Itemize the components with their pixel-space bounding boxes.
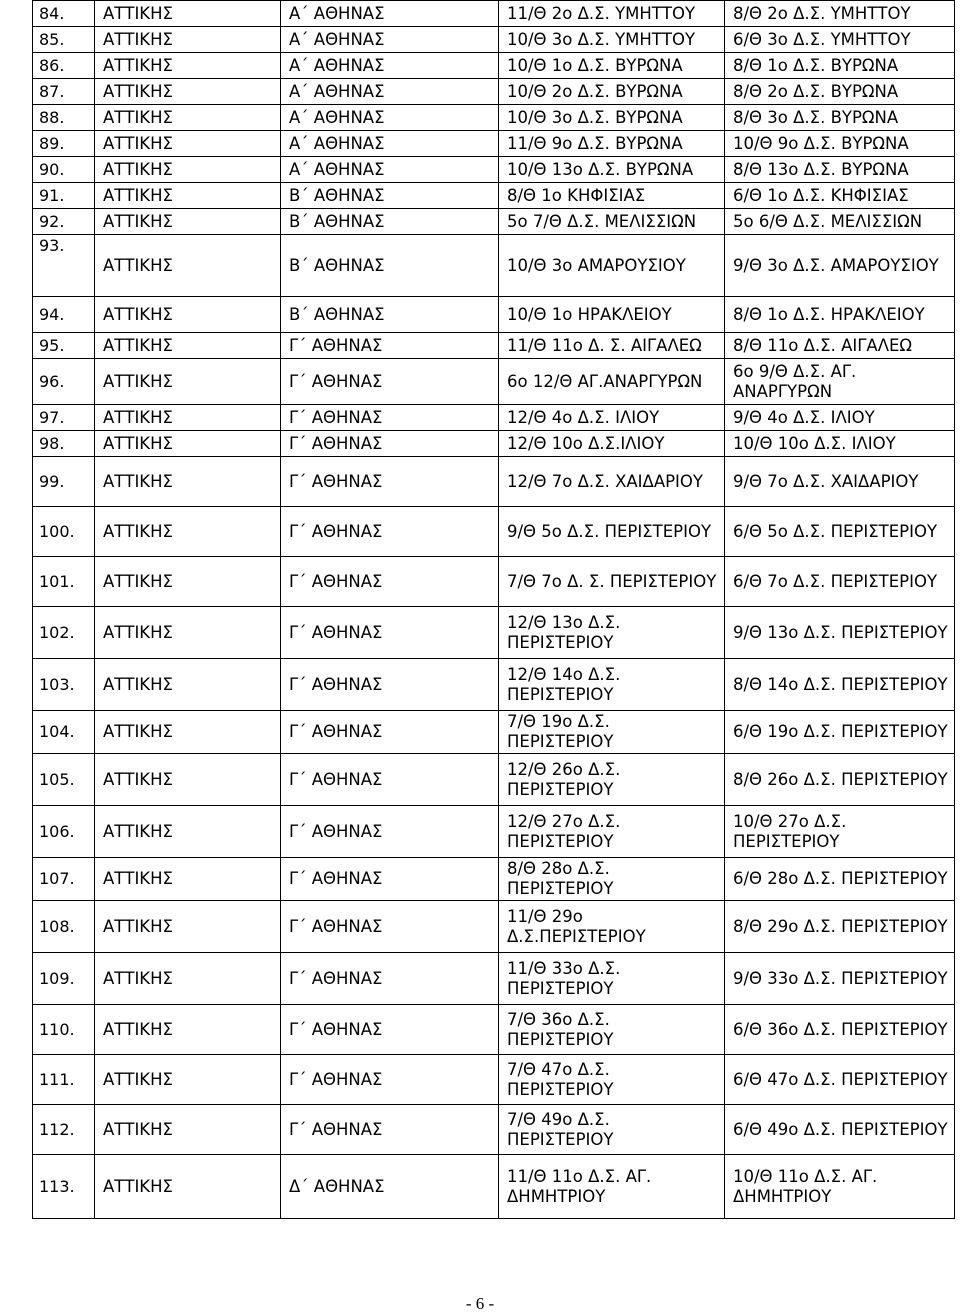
school-current-cell: 10/Θ 13ο Δ.Σ. ΒΥΡΩΝΑ: [499, 157, 725, 183]
row-number-cell: 104.: [33, 711, 95, 754]
school-new-cell: 9/Θ 33ο Δ.Σ. ΠΕΡΙΣΤΕΡΙΟΥ: [725, 953, 955, 1005]
region-cell: ΑΤΤΙΚΗΣ: [95, 157, 281, 183]
school-current-cell: 11/Θ 11ο Δ.Σ. ΑΓ. ΔΗΜΗΤΡΙΟΥ: [499, 1155, 725, 1219]
table-row: [33, 183, 955, 209]
school-current-cell: 10/Θ 1ο Δ.Σ. ΒΥΡΩΝΑ: [499, 53, 725, 79]
school-current-cell: 11/Θ 9ο Δ.Σ. ΒΥΡΩΝΑ: [499, 131, 725, 157]
table-row: [33, 1155, 955, 1219]
region-cell: ΑΤΤΙΚΗΣ: [95, 431, 281, 457]
region-cell: ΑΤΤΙΚΗΣ: [95, 901, 281, 953]
region-cell: ΑΤΤΙΚΗΣ: [95, 806, 281, 858]
row-number-cell: 103.: [33, 659, 95, 711]
school-new-cell: 8/Θ 11ο Δ.Σ. ΑΙΓΑΛΕΩ: [725, 333, 955, 359]
directorate-cell: Α΄ ΑΘΗΝΑΣ: [281, 1, 499, 27]
school-current-cell: 8/Θ 1ο ΚΗΦΙΣΙΑΣ: [499, 183, 725, 209]
school-new-cell: 8/Θ 14ο Δ.Σ. ΠΕΡΙΣΤΕΡΙΟΥ: [725, 659, 955, 711]
directorate-cell: Γ΄ ΑΘΗΝΑΣ: [281, 607, 499, 659]
schools-table: [32, 0, 955, 1219]
row-number-cell: 93.: [33, 235, 95, 297]
school-new-cell: 8/Θ 26ο Δ.Σ. ΠΕΡΙΣΤΕΡΙΟΥ: [725, 754, 955, 806]
table-row: [33, 431, 955, 457]
school-current-cell: 6ο 12/Θ ΑΓ.ΑΝΑΡΓΥΡΩΝ: [499, 359, 725, 405]
directorate-cell: Γ΄ ΑΘΗΝΑΣ: [281, 1105, 499, 1155]
directorate-cell: Γ΄ ΑΘΗΝΑΣ: [281, 659, 499, 711]
region-cell: ΑΤΤΙΚΗΣ: [95, 79, 281, 105]
table-row: [33, 858, 955, 901]
table-row: [33, 157, 955, 183]
directorate-cell: Α΄ ΑΘΗΝΑΣ: [281, 131, 499, 157]
school-current-cell: 12/Θ 26ο Δ.Σ. ΠΕΡΙΣΤΕΡΙΟΥ: [499, 754, 725, 806]
school-new-cell: 6/Θ 28ο Δ.Σ. ΠΕΡΙΣΤΕΡΙΟΥ: [725, 858, 955, 901]
table-row: [33, 806, 955, 858]
region-cell: ΑΤΤΙΚΗΣ: [95, 53, 281, 79]
table-row: [33, 754, 955, 806]
school-current-cell: 10/Θ 2ο Δ.Σ. ΒΥΡΩΝΑ: [499, 79, 725, 105]
table-row: [33, 235, 955, 297]
directorate-cell: Β΄ ΑΘΗΝΑΣ: [281, 183, 499, 209]
school-new-cell: 8/Θ 2ο Δ.Σ. ΥΜΗΤΤΟΥ: [725, 1, 955, 27]
school-new-cell: 10/Θ 10ο Δ.Σ. ΙΛΙΟΥ: [725, 431, 955, 457]
row-number-cell: 88.: [33, 105, 95, 131]
row-number-cell: 84.: [33, 1, 95, 27]
table-row: [33, 79, 955, 105]
directorate-cell: Β΄ ΑΘΗΝΑΣ: [281, 235, 499, 297]
school-new-cell: 6/Θ 7ο Δ.Σ. ΠΕΡΙΣΤΕΡΙΟΥ: [725, 557, 955, 607]
row-number-cell: 91.: [33, 183, 95, 209]
region-cell: ΑΤΤΙΚΗΣ: [95, 754, 281, 806]
school-current-cell: 12/Θ 14ο Δ.Σ. ΠΕΡΙΣΤΕΡΙΟΥ: [499, 659, 725, 711]
school-current-cell: 12/Θ 4ο Δ.Σ. ΙΛΙΟΥ: [499, 405, 725, 431]
directorate-cell: Γ΄ ΑΘΗΝΑΣ: [281, 806, 499, 858]
school-new-cell: 9/Θ 13ο Δ.Σ. ΠΕΡΙΣΤΕΡΙΟΥ: [725, 607, 955, 659]
row-number-cell: 97.: [33, 405, 95, 431]
row-number-cell: 110.: [33, 1005, 95, 1055]
table-row: [33, 457, 955, 507]
row-number-cell: 111.: [33, 1055, 95, 1105]
school-new-cell: 8/Θ 2ο Δ.Σ. ΒΥΡΩΝΑ: [725, 79, 955, 105]
school-new-cell: 6/Θ 3ο Δ.Σ. ΥΜΗΤΤΟΥ: [725, 27, 955, 53]
row-number-cell: 98.: [33, 431, 95, 457]
row-number-cell: 96.: [33, 359, 95, 405]
school-new-cell: 6/Θ 47ο Δ.Σ. ΠΕΡΙΣΤΕΡΙΟΥ: [725, 1055, 955, 1105]
school-new-cell: 9/Θ 4ο Δ.Σ. ΙΛΙΟΥ: [725, 405, 955, 431]
row-number-cell: 112.: [33, 1105, 95, 1155]
table-row: [33, 105, 955, 131]
school-current-cell: 10/Θ 3ο ΑΜΑΡΟΥΣΙΟΥ: [499, 235, 725, 297]
region-cell: ΑΤΤΙΚΗΣ: [95, 1105, 281, 1155]
directorate-cell: Α΄ ΑΘΗΝΑΣ: [281, 27, 499, 53]
directorate-cell: Γ΄ ΑΘΗΝΑΣ: [281, 405, 499, 431]
region-cell: ΑΤΤΙΚΗΣ: [95, 858, 281, 901]
row-number-cell: 94.: [33, 297, 95, 333]
region-cell: ΑΤΤΙΚΗΣ: [95, 1055, 281, 1105]
directorate-cell: Γ΄ ΑΘΗΝΑΣ: [281, 431, 499, 457]
school-new-cell: 8/Θ 3ο Δ.Σ. ΒΥΡΩΝΑ: [725, 105, 955, 131]
table-row: [33, 131, 955, 157]
school-current-cell: 7/Θ 19ο Δ.Σ. ΠΕΡΙΣΤΕΡΙΟΥ: [499, 711, 725, 754]
school-new-cell: 6/Θ 36ο Δ.Σ. ΠΕΡΙΣΤΕΡΙΟΥ: [725, 1005, 955, 1055]
region-cell: ΑΤΤΙΚΗΣ: [95, 1, 281, 27]
table-row: [33, 901, 955, 953]
school-new-cell: 10/Θ 11ο Δ.Σ. ΑΓ. ΔΗΜΗΤΡΙΟΥ: [725, 1155, 955, 1219]
school-current-cell: 11/Θ 29ο Δ.Σ.ΠΕΡΙΣΤΕΡΙΟΥ: [499, 901, 725, 953]
directorate-cell: Γ΄ ΑΘΗΝΑΣ: [281, 901, 499, 953]
table-row: [33, 953, 955, 1005]
table-row: [33, 659, 955, 711]
table-row: [33, 359, 955, 405]
directorate-cell: Γ΄ ΑΘΗΝΑΣ: [281, 507, 499, 557]
school-new-cell: 10/Θ 27ο Δ.Σ. ΠΕΡΙΣΤΕΡΙΟΥ: [725, 806, 955, 858]
row-number-cell: 85.: [33, 27, 95, 53]
school-current-cell: 7/Θ 36ο Δ.Σ. ΠΕΡΙΣΤΕΡΙΟΥ: [499, 1005, 725, 1055]
region-cell: ΑΤΤΙΚΗΣ: [95, 953, 281, 1005]
table-row: [33, 27, 955, 53]
table-row: [33, 1055, 955, 1105]
region-cell: ΑΤΤΙΚΗΣ: [95, 105, 281, 131]
directorate-cell: Α΄ ΑΘΗΝΑΣ: [281, 105, 499, 131]
directorate-cell: Γ΄ ΑΘΗΝΑΣ: [281, 858, 499, 901]
school-current-cell: 5ο 7/Θ Δ.Σ. ΜΕΛΙΣΣΙΩΝ: [499, 209, 725, 235]
directorate-cell: Β΄ ΑΘΗΝΑΣ: [281, 297, 499, 333]
school-new-cell: 8/Θ 1ο Δ.Σ. ΗΡΑΚΛΕΙΟΥ: [725, 297, 955, 333]
school-current-cell: 11/Θ 2ο Δ.Σ. ΥΜΗΤΤΟΥ: [499, 1, 725, 27]
row-number-cell: 86.: [33, 53, 95, 79]
row-number-cell: 95.: [33, 333, 95, 359]
directorate-cell: Β΄ ΑΘΗΝΑΣ: [281, 209, 499, 235]
school-new-cell: 6/Θ 49ο Δ.Σ. ΠΕΡΙΣΤΕΡΙΟΥ: [725, 1105, 955, 1155]
school-current-cell: 7/Θ 7ο Δ. Σ. ΠΕΡΙΣΤΕΡΙΟΥ: [499, 557, 725, 607]
region-cell: ΑΤΤΙΚΗΣ: [95, 131, 281, 157]
region-cell: ΑΤΤΙΚΗΣ: [95, 183, 281, 209]
school-new-cell: 10/Θ 9ο Δ.Σ. ΒΥΡΩΝΑ: [725, 131, 955, 157]
school-new-cell: 8/Θ 29ο Δ.Σ. ΠΕΡΙΣΤΕΡΙΟΥ: [725, 901, 955, 953]
region-cell: ΑΤΤΙΚΗΣ: [95, 507, 281, 557]
row-number-cell: 107.: [33, 858, 95, 901]
region-cell: ΑΤΤΙΚΗΣ: [95, 235, 281, 297]
region-cell: ΑΤΤΙΚΗΣ: [95, 359, 281, 405]
table-row: [33, 209, 955, 235]
region-cell: ΑΤΤΙΚΗΣ: [95, 1155, 281, 1219]
directorate-cell: Γ΄ ΑΘΗΝΑΣ: [281, 953, 499, 1005]
school-current-cell: 7/Θ 47ο Δ.Σ. ΠΕΡΙΣΤΕΡΙΟΥ: [499, 1055, 725, 1105]
school-new-cell: 6/Θ 5ο Δ.Σ. ΠΕΡΙΣΤΕΡΙΟΥ: [725, 507, 955, 557]
directorate-cell: Γ΄ ΑΘΗΝΑΣ: [281, 754, 499, 806]
row-number-cell: 89.: [33, 131, 95, 157]
directorate-cell: Α΄ ΑΘΗΝΑΣ: [281, 53, 499, 79]
row-number-cell: 99.: [33, 457, 95, 507]
directorate-cell: Γ΄ ΑΘΗΝΑΣ: [281, 1005, 499, 1055]
row-number-cell: 105.: [33, 754, 95, 806]
school-current-cell: 12/Θ 27ο Δ.Σ. ΠΕΡΙΣΤΕΡΙΟΥ: [499, 806, 725, 858]
region-cell: ΑΤΤΙΚΗΣ: [95, 607, 281, 659]
region-cell: ΑΤΤΙΚΗΣ: [95, 333, 281, 359]
table-row: [33, 1105, 955, 1155]
directorate-cell: Γ΄ ΑΘΗΝΑΣ: [281, 457, 499, 507]
school-current-cell: 12/Θ 7ο Δ.Σ. ΧΑΙΔΑΡΙΟΥ: [499, 457, 725, 507]
row-number-cell: 90.: [33, 157, 95, 183]
region-cell: ΑΤΤΙΚΗΣ: [95, 711, 281, 754]
region-cell: ΑΤΤΙΚΗΣ: [95, 405, 281, 431]
school-current-cell: 10/Θ 1ο ΗΡΑΚΛΕΙΟΥ: [499, 297, 725, 333]
school-current-cell: 10/Θ 3ο Δ.Σ. ΥΜΗΤΤΟΥ: [499, 27, 725, 53]
row-number-cell: 102.: [33, 607, 95, 659]
table-row: [33, 297, 955, 333]
region-cell: ΑΤΤΙΚΗΣ: [95, 297, 281, 333]
table-row: [33, 53, 955, 79]
table-row: [33, 1, 955, 27]
region-cell: ΑΤΤΙΚΗΣ: [95, 1005, 281, 1055]
row-number-cell: 106.: [33, 806, 95, 858]
directorate-cell: Γ΄ ΑΘΗΝΑΣ: [281, 1055, 499, 1105]
region-cell: ΑΤΤΙΚΗΣ: [95, 457, 281, 507]
school-new-cell: 5ο 6/Θ Δ.Σ. ΜΕΛΙΣΣΙΩΝ: [725, 209, 955, 235]
school-current-cell: 10/Θ 3ο Δ.Σ. ΒΥΡΩΝΑ: [499, 105, 725, 131]
row-number-cell: 108.: [33, 901, 95, 953]
school-current-cell: 9/Θ 5ο Δ.Σ. ΠΕΡΙΣΤΕΡΙΟΥ: [499, 507, 725, 557]
directorate-cell: Γ΄ ΑΘΗΝΑΣ: [281, 711, 499, 754]
table-row: [33, 1005, 955, 1055]
region-cell: ΑΤΤΙΚΗΣ: [95, 27, 281, 53]
table-row: [33, 405, 955, 431]
row-number-cell: 100.: [33, 507, 95, 557]
school-new-cell: 6/Θ 19ο Δ.Σ. ΠΕΡΙΣΤΕΡΙΟΥ: [725, 711, 955, 754]
directorate-cell: Γ΄ ΑΘΗΝΑΣ: [281, 333, 499, 359]
school-current-cell: 11/Θ 11ο Δ. Σ. ΑΙΓΑΛΕΩ: [499, 333, 725, 359]
document-page: [32, 0, 954, 1219]
page-number: - 6 -: [465, 1294, 495, 1313]
directorate-cell: Γ΄ ΑΘΗΝΑΣ: [281, 359, 499, 405]
row-number-cell: 109.: [33, 953, 95, 1005]
directorate-cell: Γ΄ ΑΘΗΝΑΣ: [281, 557, 499, 607]
school-current-cell: 12/Θ 13ο Δ.Σ. ΠΕΡΙΣΤΕΡΙΟΥ: [499, 607, 725, 659]
row-number-cell: 101.: [33, 557, 95, 607]
school-new-cell: 8/Θ 13ο Δ.Σ. ΒΥΡΩΝΑ: [725, 157, 955, 183]
table-row: [33, 333, 955, 359]
school-current-cell: 8/Θ 28ο Δ.Σ. ΠΕΡΙΣΤΕΡΙΟΥ: [499, 858, 725, 901]
row-number-cell: 87.: [33, 79, 95, 105]
school-new-cell: 6/Θ 1ο Δ.Σ. ΚΗΦΙΣΙΑΣ: [725, 183, 955, 209]
directorate-cell: Α΄ ΑΘΗΝΑΣ: [281, 79, 499, 105]
region-cell: ΑΤΤΙΚΗΣ: [95, 659, 281, 711]
school-current-cell: 7/Θ 49ο Δ.Σ. ΠΕΡΙΣΤΕΡΙΟΥ: [499, 1105, 725, 1155]
region-cell: ΑΤΤΙΚΗΣ: [95, 557, 281, 607]
school-new-cell: 9/Θ 7ο Δ.Σ. ΧΑΙΔΑΡΙΟΥ: [725, 457, 955, 507]
school-new-cell: 8/Θ 1ο Δ.Σ. ΒΥΡΩΝΑ: [725, 53, 955, 79]
school-new-cell: 9/Θ 3ο Δ.Σ. ΑΜΑΡΟΥΣΙΟΥ: [725, 235, 955, 297]
table-row: [33, 607, 955, 659]
table-row: [33, 711, 955, 754]
row-number-cell: 92.: [33, 209, 95, 235]
directorate-cell: Δ΄ ΑΘΗΝΑΣ: [281, 1155, 499, 1219]
school-current-cell: 12/Θ 10ο Δ.Σ.ΙΛΙΟΥ: [499, 431, 725, 457]
school-current-cell: 11/Θ 33ο Δ.Σ. ΠΕΡΙΣΤΕΡΙΟΥ: [499, 953, 725, 1005]
region-cell: ΑΤΤΙΚΗΣ: [95, 209, 281, 235]
table-row: [33, 507, 955, 557]
table-row: [33, 557, 955, 607]
directorate-cell: Α΄ ΑΘΗΝΑΣ: [281, 157, 499, 183]
row-number-cell: 113.: [33, 1155, 95, 1219]
school-new-cell: 6ο 9/Θ Δ.Σ. ΑΓ. ΑΝΑΡΓΥΡΩΝ: [725, 359, 955, 405]
